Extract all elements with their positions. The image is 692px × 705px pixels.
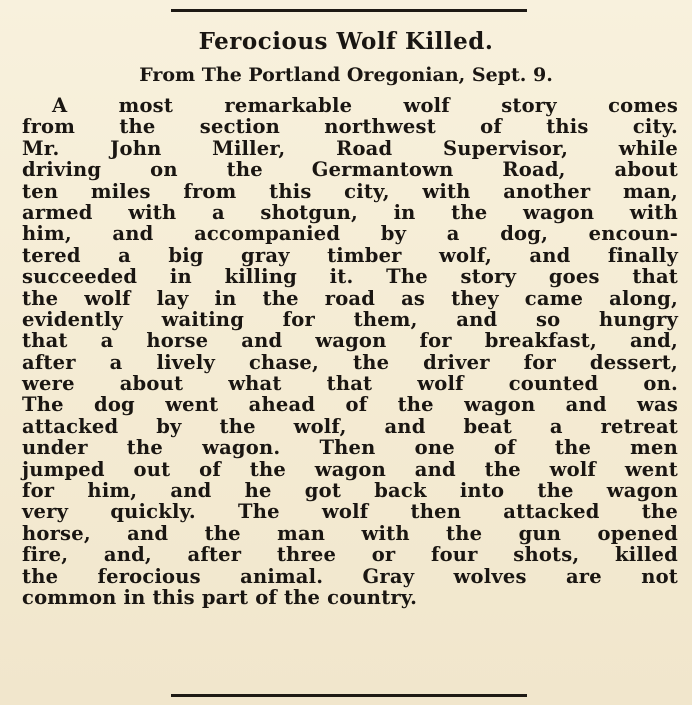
article-line: the ferocious animal. Gray wolves are not <box>22 564 678 588</box>
article-line: A most remarkable wolf story comes <box>52 94 678 117</box>
article-line: common in this part of the country. <box>22 585 418 609</box>
article-line: attacked by the wolf, and beat a retreat <box>22 414 678 438</box>
headline: Ferocious Wolf Killed. <box>198 28 494 55</box>
article-line: for him, and he got back into the wagon <box>22 479 678 503</box>
article-line: the wolf lay in the road as they came along, <box>22 286 678 310</box>
article-line: after a lively chase, the driver for dessert, <box>22 350 678 374</box>
article-line: that a horse and wagon for breakfast, and, <box>22 329 678 353</box>
article-line: armed with a shotgun, in the wagon with <box>22 200 678 224</box>
dateline: From The Portland Oregonian, Sept. 9. <box>139 64 553 86</box>
article-line: succeeded in killing it. The story goes that <box>22 265 678 289</box>
article-line: The dog went ahead of the wagon and was <box>22 393 678 417</box>
bottom-rule <box>171 694 527 697</box>
article-line: ten miles from this city, with another man, <box>22 179 678 203</box>
article-line: driving on the Germantown Road, about <box>22 158 678 182</box>
article-line: from the section northwest of this city. <box>22 115 678 139</box>
top-rule <box>171 9 527 12</box>
article-line: very quickly. The wolf then attacked the <box>22 500 678 524</box>
article-body <box>22 95 678 608</box>
article-line: tered a big gray timber wolf, and finally <box>22 243 678 267</box>
article-line: were about what that wolf counted on. <box>22 372 678 396</box>
article-line: under the wagon. Then one of the men <box>22 436 678 460</box>
article-line: fire, and, after three or four shots, killed <box>22 543 678 567</box>
article-line: Mr. John Miller, Road Supervisor, while <box>22 136 678 160</box>
article-line: jumped out of the wagon and the wolf went <box>22 457 678 481</box>
article-line: horse, and the man with the gun opened <box>22 521 678 545</box>
article-line: evidently waiting for them, and so hungry <box>22 307 678 331</box>
article-line: him, and accompanied by a dog, encoun- <box>22 222 678 246</box>
